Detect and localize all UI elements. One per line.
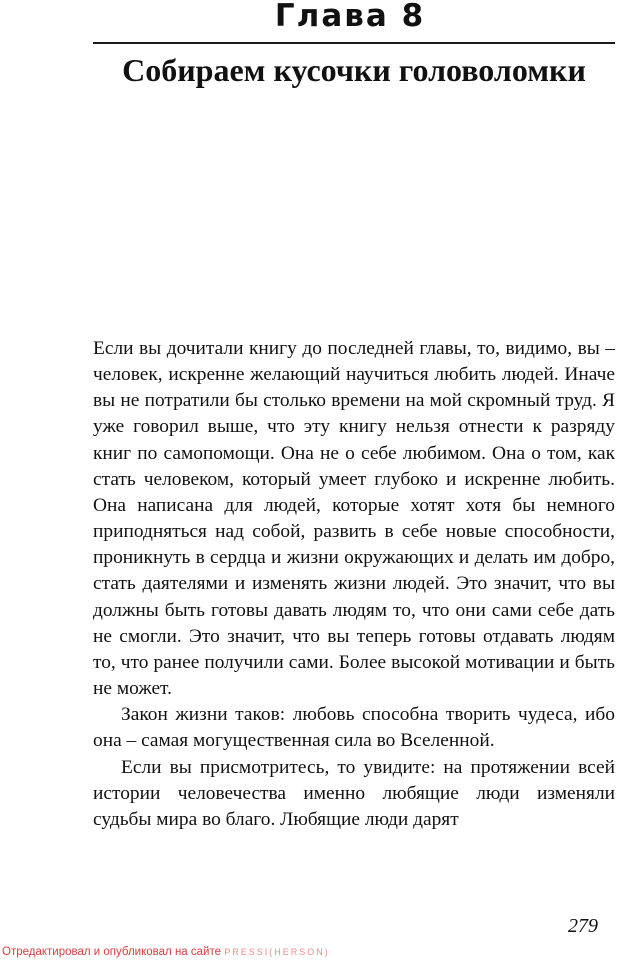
chapter-title: Собираем кусочки головоломки — [122, 52, 586, 88]
footer-credit-text: Отредактировал и опубликовал на сайте — [2, 946, 221, 958]
title-divider — [93, 42, 615, 44]
page-number: 279 — [568, 915, 598, 937]
paragraph-3: Если вы присмотритесь, то увидите: на протяжении всей истории человечества именно любящие люди изменяли судьбы мира во благо. Любящие люди дарят — [93, 756, 615, 830]
paragraph-1: Если вы дочитали книгу до последней главы, то, видимо, вы – человек, искренне желающий научиться любить людей. Иначе вы не потратили бы столько времени на мой скромный труд. Я уже говорил выше, что эту книгу нельзя отнести к разряду книг по самопомощи. Она не о себе любимом. Она о том, как стать человеком, который умеет глубоко и искренне любить. Она написана для людей, которые хотят хотя бы немного приподняться над собой, развить в себе новые способности, проникнуть в сердца и жизни окружающих и делать им добро, стать даятелями и изменять жизни людей. Это значит, что вы должны быть готовы давать людям то, что они сами себе дать не смогли. Это значит, что вы теперь готовы отдавать людям то, что ранее получили сами. Более высокой мотивации и быть не может. — [93, 338, 615, 700]
body-text — [93, 336, 615, 833]
footer-credit-site[interactable]: PRESSI(HERSON) — [224, 947, 330, 957]
footer-credit[interactable] — [2, 945, 330, 959]
paragraph-2: Закон жизни таков: любовь способна творить чудеса, ибо она – самая могущественная сила во Вселенной. — [93, 704, 615, 752]
chapter-label: Глава 8 — [274, 0, 426, 34]
